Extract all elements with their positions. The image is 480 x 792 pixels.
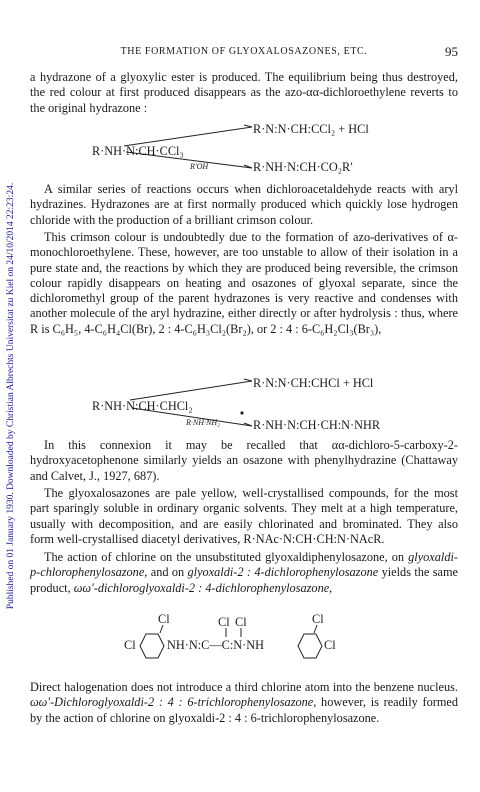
scheme-1-product-top: R·N:N·CH:CCl₂ + HCl [253, 122, 369, 136]
cl-central-1: Cl [218, 615, 230, 629]
paragraph-7-text [30, 680, 458, 726]
p6-e: yields the same product, [30, 565, 458, 595]
reaction-scheme-2 [30, 378, 458, 434]
cl-ortho-left: Cl [158, 612, 170, 626]
p6-d: glyoxaldi-2 : 4-dichlorophenylosazone [187, 565, 379, 580]
hydrazone-linker: NH·N:C—C:N·NH [167, 638, 265, 652]
p6-c: and on [147, 565, 188, 580]
p6-f: ωω′-dichloroglyoxaldi-2 : 4-dichlorophenylosazone, [73, 580, 333, 595]
paragraph-2 [30, 182, 458, 228]
paragraph-6-text [30, 550, 458, 596]
scheme-1-reagent: R′OH [190, 162, 209, 171]
publication-note: Published on 01 January 1930. Downloaded by Christian Albrechts Universitat zu Kiel on 24/10/2014 22:23:24. [6, 182, 16, 610]
scheme-2-product-bottom: R·NH·N:CH·CH:N·NHR [253, 418, 381, 432]
paragraph-6 [30, 550, 458, 596]
running-title: THE FORMATION OF GLYOXALOSAZONES, ETC. [120, 46, 368, 57]
paragraph-2-text: A similar series of reactions occurs when dichloroacetaldehyde reacts with aryl hydrazines. Hydrazones are at first normally produced which quickly lose hydrogen chloride with the production of a brilliant crimson colour. [30, 182, 458, 227]
structural-formula [30, 612, 458, 674]
page-number: 95 [445, 44, 458, 59]
cl-para-right: Cl [324, 638, 336, 652]
p7-a: Direct halogenation does not introduce a third chlorine atom into the benzene nucleus. [30, 680, 458, 694]
paragraph-5 [30, 486, 458, 547]
p7-c: however, is readily formed by the action of chlorine on glyoxaldi-2 : 4 : 6-trichlorophenylosazone. [30, 695, 458, 725]
paragraph-5-text: The glyoxalosazones are pale yellow, well-crystallised compounds, for the most part sparingly soluble in ordinary organic solvents. They melt at a high temperature, usually with decomposition, and are easily chlorinated and brominated. They also form well-crystallised diacetyl derivatives, R·NAc·N:CH·CH:N·NAcR. [30, 486, 458, 546]
paragraph-4 [30, 438, 458, 484]
cl-para-left: Cl [124, 638, 136, 652]
paragraph-7 [30, 680, 458, 726]
paragraph-3 [30, 230, 458, 337]
scheme-2-reagent: R·NH·NH₂ [186, 418, 220, 427]
reaction-scheme-1 [30, 124, 458, 176]
paragraph-1 [30, 70, 458, 116]
p7-b: ωω′-Dichloroglyoxaldi-2 : 4 : 6-trichlorophenylosazone, [30, 695, 317, 710]
scheme-2-reactant: R·NH·N:CH·CHCl₂ [92, 399, 193, 413]
scheme-1-reactant: R·NH·N:CH·CCl₃ [92, 144, 184, 158]
cl-ortho-right: Cl [312, 612, 324, 626]
paragraph-1-text: a hydrazone of a glyoxylic ester is produced. The equilibrium being thus destroyed, the red colour at first produced disappears as the azo-αα-dichloroethylene reverts to the original hydrazone : [30, 70, 458, 115]
publication-sidebar [2, 0, 20, 792]
running-header [30, 44, 458, 60]
paragraph-3-text: This crimson colour is undoubtedly due to the formation of azo-derivatives of α-monochloroethylene. These, however, are too unstable to allow of their isolation in a pure state and, the reactions by which they are produced being reversible, the crimson colour rapidly disappears on heating and osazones of glyoxal separate, since the dichloromethyl group of the parent hydrazones is very reactive and condenses with another molecule of the aryl hydrazine, either directly or after hydrolysis : thus, where R is C₆H₅, 4-C₆H₄Cl(Br), 2 : 4-C₆H₃Cl₂(Br₂), or 2 : 4 : 6-C₆H₂Cl₃(Br₃), [30, 230, 458, 336]
scheme-2-product-top: R·N:N·CH:CHCl + HCl [253, 376, 374, 390]
p6-b: glyoxaldi-p-chlorophenylosazone, [30, 550, 458, 580]
p6-a: The action of chlorine on the unsubstituted glyoxaldiphenylosazone, on [44, 550, 409, 564]
cl-central-2: Cl [235, 615, 247, 629]
paragraph-4-text: In this connexion it may be recalled that αα-dichloro-5-carboxy-2-hydroxyacetophenone similarly yields an osazone with phenylhydrazine (Chattaway and Calvet, J., 1927, 687). [30, 438, 458, 483]
scheme-1-product-bottom: R·NH·N:CH·CO₂R′ [253, 160, 353, 174]
